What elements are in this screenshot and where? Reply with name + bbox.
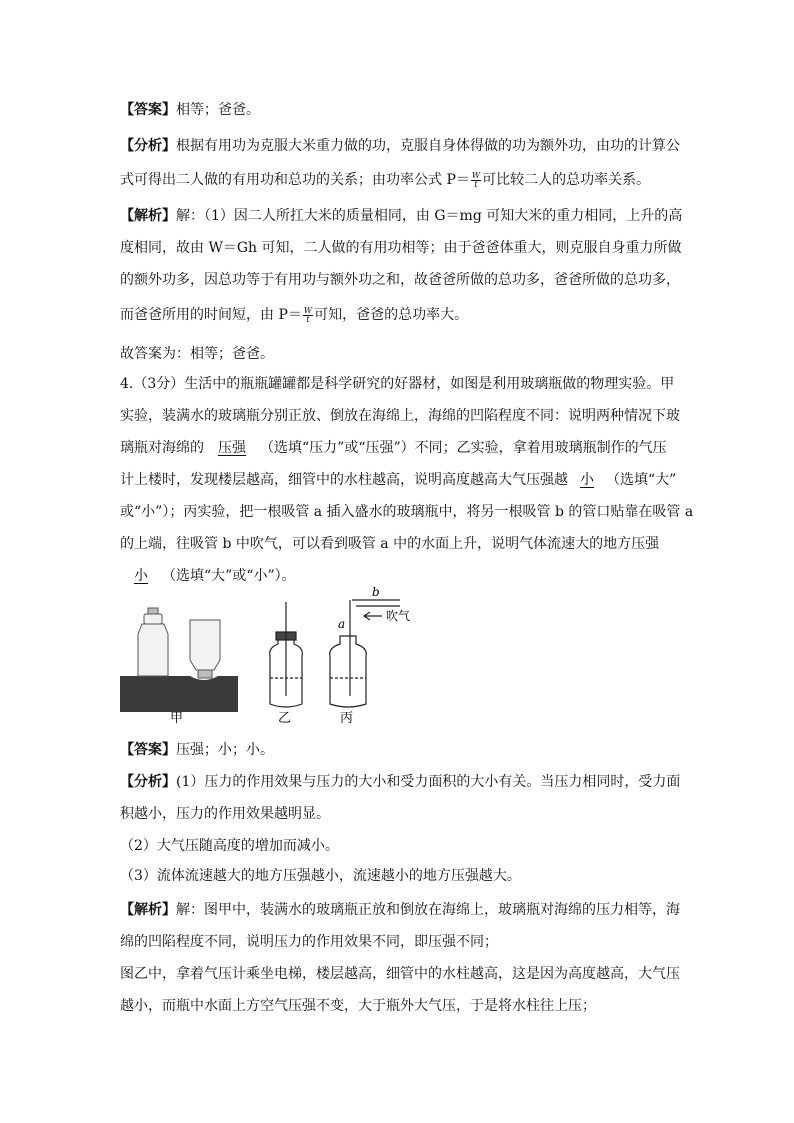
fraction-denominator: t <box>474 179 478 189</box>
label-a: a <box>338 617 346 631</box>
label-blow: 吹气 <box>386 609 411 623</box>
q4-line-4 <box>120 470 680 490</box>
q4-text-3a: 璃瓶对海绵的 <box>120 440 204 456</box>
power-fraction <box>303 307 313 324</box>
label-jia: 甲 <box>170 711 184 726</box>
solution-tag: 【解析】 <box>120 902 176 918</box>
analysis-text-1: 根据有用功为克服大米重力做的功，克服自身体得做的功为额外功，由功的计算公 <box>176 138 680 154</box>
q4-solution-line-3: 图乙中，拿着气压计乘坐电梯，楼层越高，细管中的水柱越高，这是因为高度越高，大气压 <box>120 966 680 982</box>
q4-analysis-line-2: 积越小，压力的作用效果越明显。 <box>120 806 330 822</box>
q4-line-3 <box>120 438 680 458</box>
answer-tag: 【答案】 <box>120 742 176 758</box>
analysis-text-2b: 可比较二人的总功率关系。 <box>482 172 651 188</box>
q4-solution-line-1 <box>120 900 680 920</box>
blow-arrow <box>364 612 382 620</box>
q4-text-7b: （选填“大”或“小”）。 <box>162 568 296 584</box>
q4-line-1: 4.（3分）生活中的瓶瓶罐罐都是科学研究的好器材，如图是利用玻璃瓶做的物理实验。甲 <box>120 376 675 392</box>
figure-yi <box>270 602 303 707</box>
solution-tag: 【解析】 <box>120 208 176 224</box>
fraction-numerator: W <box>303 305 313 315</box>
fraction-denominator: t <box>306 314 310 324</box>
solution-text-4b: 可知，爸爸的总功率大。 <box>314 307 469 323</box>
q4-line-2: 实验，装满水的玻璃瓶分别正放、倒放在海绵上，海绵的凹陷程度不同：说明两种情况下玻 <box>120 408 680 424</box>
answer-text: 压强；小；小。 <box>176 742 274 758</box>
q4-answer-line <box>120 740 680 760</box>
q4-solution-line-2: 绵的凹陷程度不同，说明压力的作用效果不同，即压强不同； <box>120 934 498 950</box>
final-answer-line: 故答案为：相等；爸爸。 <box>120 346 274 362</box>
answer-text: 相等；爸爸。 <box>176 102 260 118</box>
figure-jia <box>120 608 238 712</box>
analysis-line-1 <box>120 136 680 156</box>
q4-text-3b: （选填“压力”或“压强”）不同；乙实验，拿着用玻璃瓶制作的气压 <box>260 440 667 456</box>
q4-line-5: 或“小”）；丙实验，把一根吸管 a 插入盛水的玻璃瓶中，将另一根吸管 b 的管口贴靠在吸管 a <box>120 504 694 520</box>
jar-bing <box>330 636 367 707</box>
q4-analysis-text-1: (1）压力的作用效果与压力的大小和受力面积的大小有关。当压力相同时，受力面 <box>176 774 681 790</box>
q4-text-4b: （选填“大” <box>606 472 677 488</box>
solution-text-1: 解：（1）因二人所扛大米的质量相同，由 G＝mg 可知大米的重力相同，上升的高 <box>176 208 683 224</box>
q4-solution-line-4: 越小，而瓶中水面上方空气压强不变，大于瓶外大气压，于是将水柱往上压； <box>120 998 596 1014</box>
sponge-block <box>120 676 238 712</box>
solution-text-4a: 而爸爸所用的时间短，由 P＝ <box>120 307 302 323</box>
fraction-numerator: W <box>471 170 481 180</box>
answer-blank-2: 小 <box>580 472 594 488</box>
solution-line-4 <box>120 305 680 325</box>
analysis-tag: 【分析】 <box>120 774 176 790</box>
upright-bottle <box>138 608 168 676</box>
inverted-bottle <box>190 620 220 678</box>
q4-line-6: 的上端，往吸管 b 中吹气，可以看到吸管 a 中的水面上升，说明气体流速大的地方压强 <box>120 536 660 552</box>
solution-line-2: 度相同，故由 W＝Gh 可知，二人做的有用功相等；由于爸爸体重大，则克服自身重力所做 <box>120 240 682 256</box>
q4-analysis-line-1 <box>120 772 680 792</box>
label-yi: 乙 <box>278 711 292 726</box>
analysis-line-2 <box>120 170 680 190</box>
solution-line-1 <box>120 206 683 226</box>
label-bing: 丙 <box>340 711 354 726</box>
q4-analysis-line-4: （3）流体流速越大的地方压强越小，流速越小的地方压强越大。 <box>120 868 521 884</box>
analysis-text-2a: 式可得出二人做的有用功和总功的关系；由功率公式 P＝ <box>120 172 470 188</box>
label-b: b <box>372 586 380 599</box>
solution-line-3: 的额外功多，因总功等于有用功与额外功之和，故爸爸所做的总功多，爸爸所做的总功多， <box>120 272 680 288</box>
answer-line <box>120 100 680 120</box>
answer-blank-3: 小 <box>134 568 148 584</box>
q4-text-4a: 计上楼时，发现楼层越高，细管中的水柱越高，说明高度越高大气压强越 <box>120 472 568 488</box>
power-fraction <box>471 172 481 189</box>
q4-solution-text-1: 解：图甲中，装满水的玻璃瓶正放和倒放在海绵上，玻璃瓶对海绵的压力相等，海 <box>176 902 680 918</box>
analysis-tag: 【分析】 <box>120 138 176 154</box>
q4-line-7 <box>120 566 680 586</box>
experiment-figure <box>118 586 438 726</box>
answer-blank-1: 压强 <box>218 440 246 456</box>
q4-analysis-line-3: （2）大气压随高度的增加而减小。 <box>120 838 339 854</box>
answer-tag: 【答案】 <box>120 102 176 118</box>
